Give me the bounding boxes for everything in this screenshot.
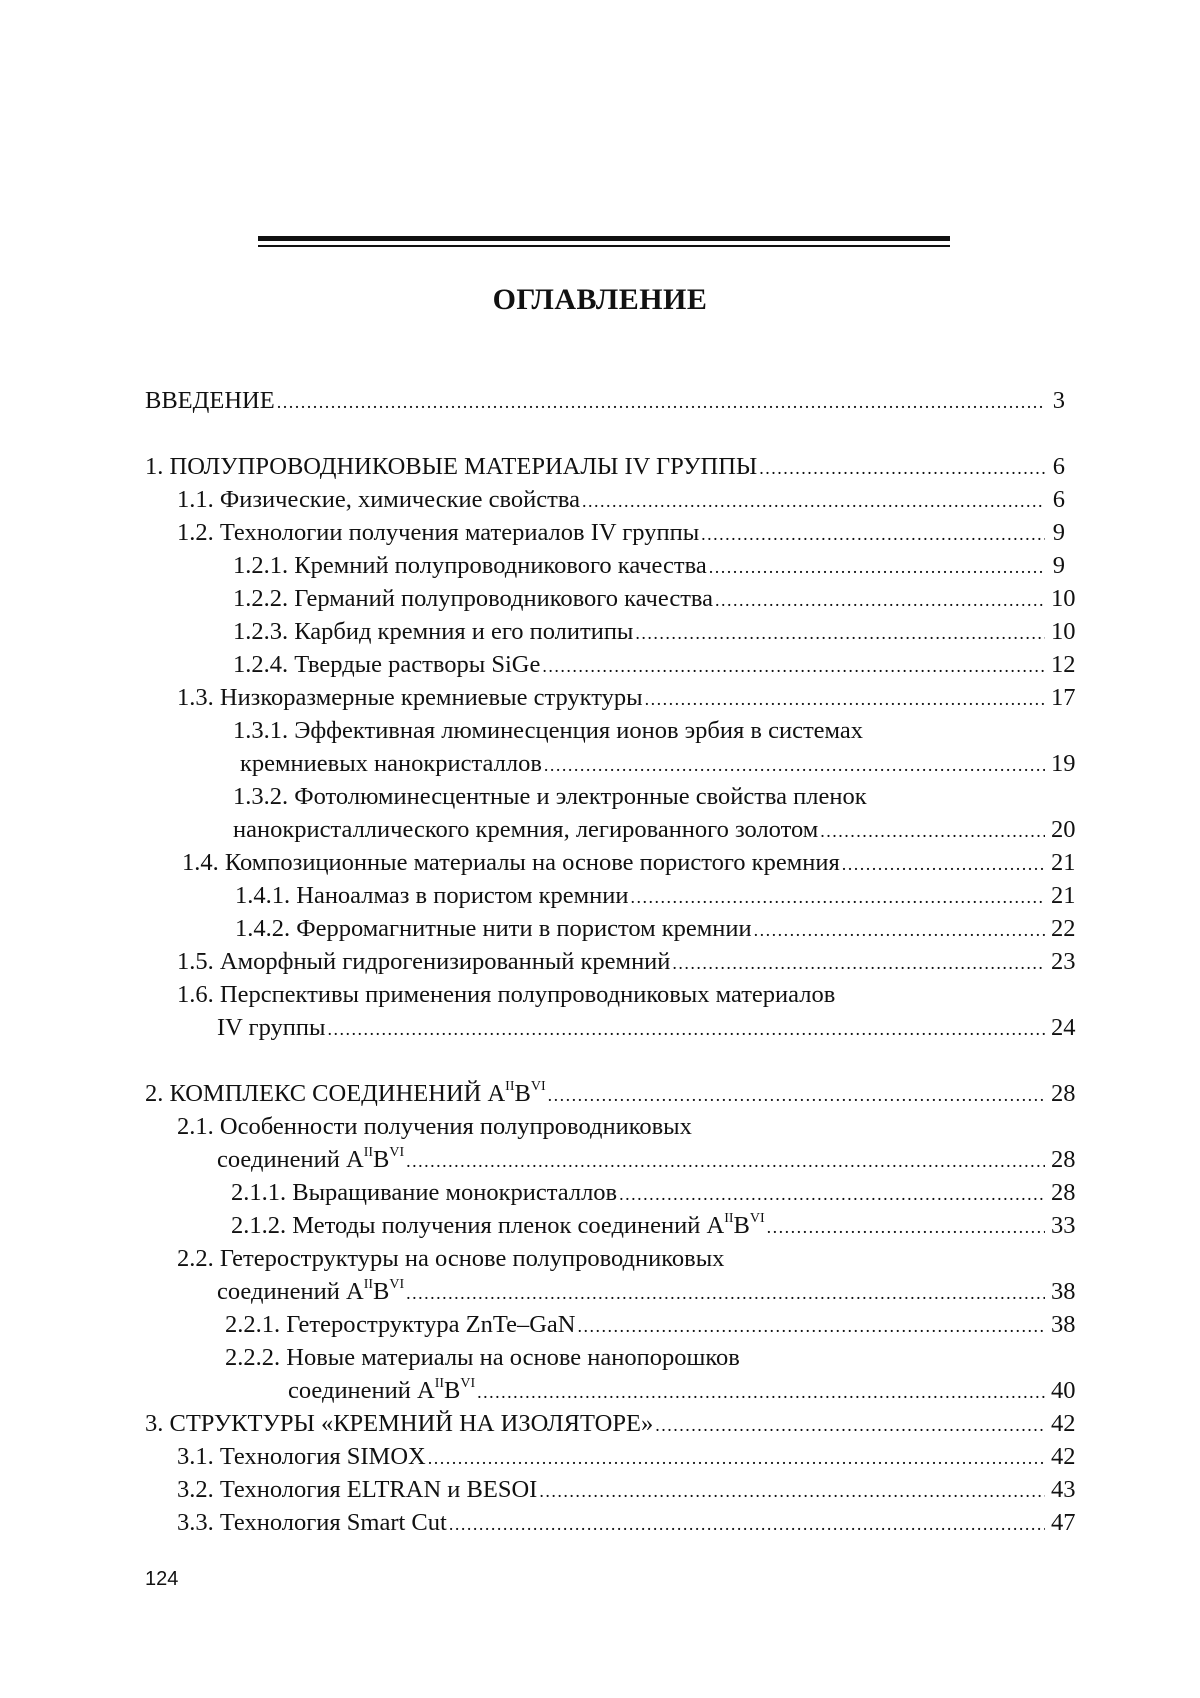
toc-entry-text: 2.1.1. Выращивание монокристаллов [231, 1179, 618, 1206]
toc-entry-page: 21 [1051, 882, 1076, 909]
superscript: II [363, 1145, 374, 1160]
toc-entry-page: 33 [1051, 1212, 1076, 1239]
toc-entry-text: 1.1. Физические, химические свойства [177, 486, 580, 513]
toc-entry[interactable] [145, 1441, 1076, 1473]
toc-leader-dots [820, 815, 1045, 847]
toc-entry-page: 47 [1051, 1509, 1076, 1536]
toc-entry-text: 1.2.1. Кремний полупроводникового качества [233, 552, 707, 579]
toc-entry-page: 17 [1051, 684, 1076, 711]
superscript: II [363, 1277, 374, 1292]
toc-entry[interactable] [145, 1408, 1076, 1440]
toc-leader-dots [754, 914, 1045, 946]
toc-leader-dots [406, 1277, 1045, 1309]
toc-entry[interactable] [145, 1078, 1076, 1110]
toc-leader-dots [709, 551, 1045, 583]
toc-entry-page: 10 [1051, 585, 1076, 612]
toc-entry[interactable] [145, 616, 1076, 648]
toc-entry-text: соединений $A^{II}B^{VI}$ [288, 1376, 476, 1404]
toc-entry-page: 12 [1051, 651, 1076, 678]
toc-leader-dots [767, 1211, 1045, 1243]
toc-entry-page: 28 [1051, 1179, 1076, 1206]
toc-leader-dots [277, 386, 1045, 418]
toc-entry[interactable] [145, 1177, 1076, 1209]
toc-entry[interactable] [145, 1507, 1076, 1539]
toc-entry-first-line[interactable]: 2.2.2. Новые материалы на основе нанопорошков [225, 1344, 740, 1371]
toc-entry[interactable] [145, 1144, 1076, 1176]
toc-entry-text: 3.1. Технология SIMOX [177, 1443, 426, 1470]
toc-leader-dots [645, 683, 1045, 715]
toc-entry-page: 6 [1052, 453, 1065, 480]
toc-entry-page: 22 [1051, 915, 1076, 942]
toc-leader-dots [544, 749, 1045, 781]
toc-leader-dots [672, 947, 1045, 979]
toc-entry-text: 1.3. Низкоразмерные кремниевые структуры [177, 684, 643, 711]
superscript: VI [460, 1376, 476, 1391]
toc-entry-page: 9 [1052, 519, 1065, 546]
toc-entry-first-line[interactable]: 1.6. Перспективы применения полупроводниковых материалов [177, 981, 836, 1008]
toc-entry-page: 3 [1052, 387, 1065, 414]
toc-leader-dots [539, 1475, 1045, 1507]
toc-leader-dots [428, 1442, 1045, 1474]
toc-leader-dots [477, 1376, 1045, 1408]
toc-entry-text: 1.2. Технологии получения материалов IV группы [177, 519, 700, 546]
toc-entry[interactable] [145, 847, 1076, 879]
title-rule-thin [258, 245, 950, 247]
toc-entry-text: нанокристаллического кремния, легированного золотом [233, 816, 819, 843]
toc-entry-text: 1.2.2. Германий полупроводникового качества [233, 585, 714, 612]
toc-entry[interactable] [145, 1309, 1076, 1341]
toc-entry[interactable] [145, 451, 1065, 483]
toc-entry-text: 2.1.2. Методы получения пленок соединений $A^{II}B^{VI}$ [231, 1211, 765, 1239]
toc-leader-dots [582, 485, 1045, 517]
toc-entry[interactable] [145, 1474, 1076, 1506]
toc-leader-dots [715, 584, 1045, 616]
toc-entry[interactable] [145, 682, 1076, 714]
toc-entry-page: 24 [1051, 1014, 1076, 1041]
superscript: VI [389, 1277, 405, 1292]
toc-entry[interactable] [145, 583, 1076, 615]
toc-entry-page: 20 [1051, 816, 1076, 843]
toc-leader-dots [701, 518, 1045, 550]
toc-entry-text: 1. ПОЛУПРОВОДНИКОВЫЕ МАТЕРИАЛЫ IV ГРУППЫ [145, 453, 758, 480]
toc-entry-page: 38 [1051, 1278, 1076, 1305]
toc-entry-text: 2. КОМПЛЕКС СОЕДИНЕНИЙ $A^{II}B^{VI}$ [145, 1079, 546, 1107]
toc-entry[interactable] [145, 1012, 1076, 1044]
superscript: II [434, 1376, 445, 1391]
toc-leader-dots [635, 617, 1045, 649]
toc-entry-page: 42 [1051, 1443, 1076, 1470]
toc-entry-text: 1.5. Аморфный гидрогенизированный кремний [177, 948, 671, 975]
toc-leader-dots [548, 1079, 1045, 1111]
toc-entry[interactable] [145, 880, 1076, 912]
toc-entry-page: 21 [1051, 849, 1076, 876]
toc-entry-page: 28 [1051, 1080, 1076, 1107]
toc-leader-dots [542, 650, 1045, 682]
toc-entry[interactable] [145, 550, 1065, 582]
toc-leader-dots [449, 1508, 1045, 1540]
toc-entry-first-line[interactable]: 1.3.2. Фотолюминесцентные и электронные свойства пленок [233, 783, 867, 810]
toc-entry[interactable] [145, 517, 1065, 549]
superscript: II [505, 1079, 515, 1094]
toc-entry-page: 40 [1051, 1377, 1076, 1404]
toc-entry[interactable] [145, 385, 1065, 417]
toc-entry-text: IV группы [217, 1014, 326, 1041]
toc-entry-text: 1.4.2. Ферромагнитные нити в пористом кремнии [235, 915, 752, 942]
toc-leader-dots [406, 1145, 1045, 1177]
superscript: VI [749, 1211, 765, 1226]
page-number: 124 [145, 1568, 179, 1590]
superscript: VI [389, 1145, 405, 1160]
toc-entry-page: 42 [1051, 1410, 1076, 1437]
toc-entry-page: 10 [1051, 618, 1076, 645]
toc-entry[interactable] [145, 484, 1065, 516]
toc-entry-text: 1.2.3. Карбид кремния и его политипы [233, 618, 634, 645]
toc-entry-page: 38 [1051, 1311, 1076, 1338]
toc-leader-dots [578, 1310, 1046, 1342]
toc-entry-text: 3.3. Технология Smart Cut [177, 1509, 447, 1536]
toc-entry[interactable] [145, 1210, 1076, 1242]
toc-entry[interactable] [145, 913, 1076, 945]
toc-entry-text: ВВЕДЕНИЕ [145, 387, 275, 414]
toc-entry-page: 9 [1052, 552, 1065, 579]
toc-entry-text: 1.4.1. Наноалмаз в пористом кремнии [235, 882, 629, 909]
toc-entry-text: соединений $A^{II}B^{VI}$ [217, 1145, 405, 1173]
superscript: VI [530, 1079, 546, 1094]
toc-entry-page: 19 [1051, 750, 1076, 777]
toc-entry[interactable] [145, 1276, 1076, 1308]
toc-entry[interactable] [145, 946, 1076, 978]
toc-entry-text: 3. СТРУКТУРЫ «КРЕМНИЙ НА ИЗОЛЯТОРЕ» [145, 1410, 654, 1437]
toc-entry-page: 6 [1052, 486, 1065, 513]
toc-leader-dots [619, 1178, 1045, 1210]
toc-entry-first-line[interactable]: 1.3.1. Эффективная люминесценция ионов эрбия в системах [233, 717, 864, 744]
toc-entry-text: 3.2. Технология ELTRAN и BESOI [177, 1476, 538, 1503]
toc-leader-dots [655, 1409, 1045, 1441]
toc-entry-text: 2.2.1. Гетероструктура ZnTe–GaN [225, 1311, 576, 1338]
toc-entry-text: 1.4. Композиционные материалы на основе пористого кремния [182, 849, 840, 876]
toc-entry-text: кремниевых нанокристаллов [240, 750, 542, 777]
toc-entry-first-line[interactable]: 2.2. Гетероструктуры на основе полупроводниковых [177, 1245, 725, 1272]
toc-entry-page: 23 [1051, 948, 1076, 975]
toc-entry[interactable] [145, 814, 1076, 846]
toc-entry-page: 28 [1051, 1146, 1076, 1173]
page-title: ОГЛАВЛЕНИЕ [492, 283, 708, 316]
toc-entry-page: 43 [1051, 1476, 1076, 1503]
toc-entry-first-line[interactable]: 2.1. Особенности получения полупроводниковых [177, 1113, 692, 1140]
toc-entry-text: 1.2.4. Твердые растворы SiGe [233, 651, 541, 678]
toc-leader-dots [630, 881, 1045, 913]
superscript: II [724, 1211, 734, 1226]
toc-leader-dots [327, 1013, 1045, 1045]
toc-leader-dots [759, 452, 1045, 484]
toc-entry-text: соединений $A^{II}B^{VI}$ [217, 1277, 405, 1305]
toc-entry[interactable] [145, 649, 1076, 681]
toc-entry[interactable] [145, 748, 1076, 780]
title-rule-thick [258, 236, 950, 241]
toc-leader-dots [842, 848, 1045, 880]
toc-entry[interactable] [145, 1375, 1076, 1407]
